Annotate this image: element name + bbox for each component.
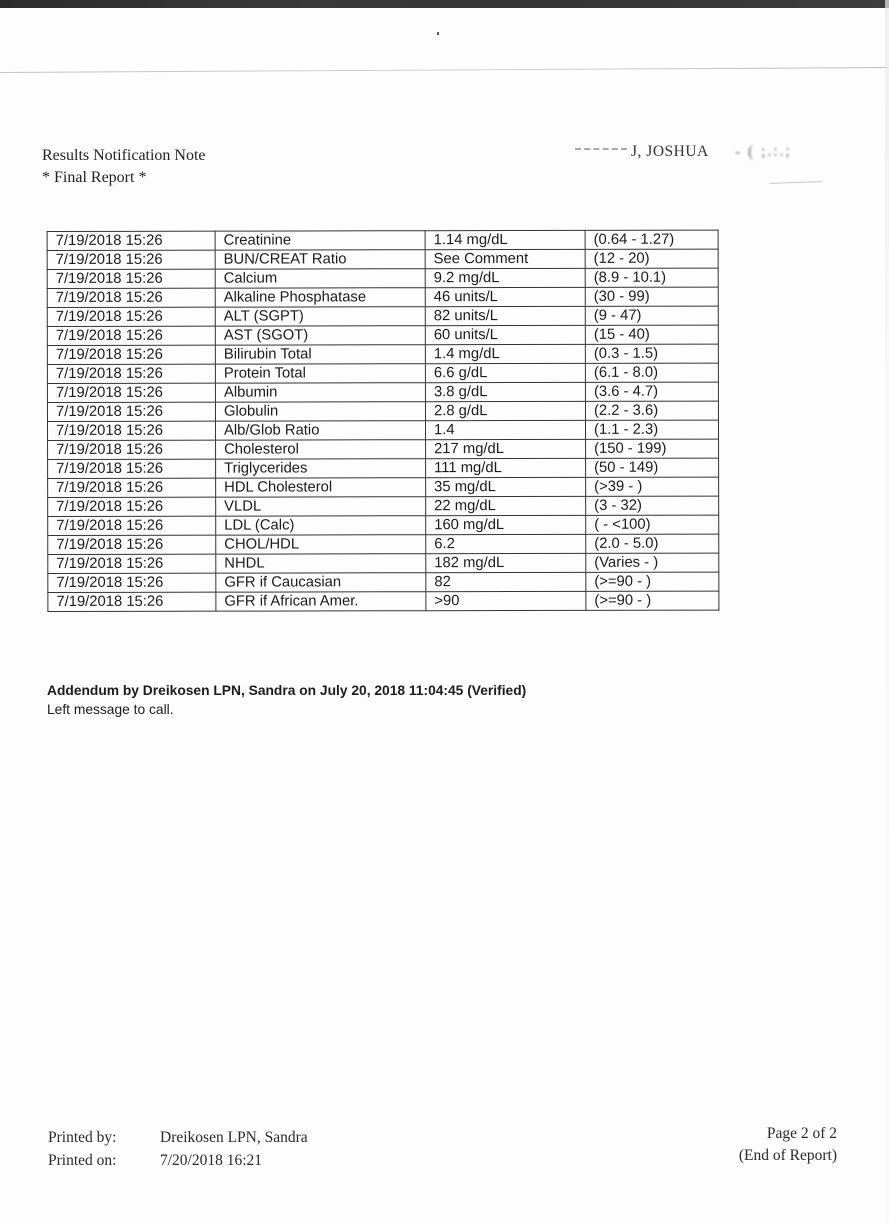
result-test-cell: GFR if Caucasian xyxy=(216,573,426,592)
result-row xyxy=(48,496,719,516)
result-test-cell: GFR if African Amer. xyxy=(216,592,426,611)
result-row xyxy=(48,515,719,535)
printed-by-value: Dreikosen LPN, Sandra xyxy=(160,1129,308,1146)
result-value-cell: See Comment xyxy=(425,249,585,268)
result-value-cell: 160 mg/dL xyxy=(426,515,586,534)
result-datetime-cell: 7/19/2018 15:26 xyxy=(48,554,216,573)
result-test-cell: Alb/Glob Ratio xyxy=(215,421,425,440)
result-row xyxy=(47,249,718,269)
result-value-cell: 82 xyxy=(426,572,586,591)
result-datetime-cell: 7/19/2018 15:26 xyxy=(48,459,216,478)
addendum-heading: Addendum by Dreikosen LPN, Sandra on July 20, 2018 11:04:45 (Verified) xyxy=(47,683,527,698)
patient-id-scribble: - ( ;.:.; xyxy=(734,142,792,161)
patient-identity xyxy=(575,143,791,161)
result-test-cell: LDL (Calc) xyxy=(216,516,426,535)
result-test-cell: Globulin xyxy=(215,402,425,421)
scanner-edge-band xyxy=(0,0,889,8)
result-test-cell: HDL Cholesterol xyxy=(216,478,426,497)
result-datetime-cell: 7/19/2018 15:26 xyxy=(48,478,216,497)
result-range-cell: (9 - 47) xyxy=(585,306,718,325)
patient-name: J, JOSHUA xyxy=(631,143,709,160)
result-value-cell: 35 mg/dL xyxy=(426,477,586,496)
faint-scan-mark xyxy=(770,181,822,184)
printed-on-label: Printed on: xyxy=(48,1152,117,1169)
result-datetime-cell: 7/19/2018 15:26 xyxy=(48,592,216,611)
result-value-cell: 6.6 g/dL xyxy=(425,363,585,382)
result-row xyxy=(48,420,719,440)
result-test-cell: Bilirubin Total xyxy=(215,345,425,364)
redaction-strike xyxy=(575,148,627,157)
result-row xyxy=(47,268,718,288)
printed-on-value: 7/20/2018 16:21 xyxy=(160,1152,263,1169)
end-of-report: (End of Report) xyxy=(738,1147,837,1164)
result-range-cell: (15 - 40) xyxy=(585,325,718,344)
result-value-cell: 1.4 xyxy=(425,420,585,439)
result-datetime-cell: 7/19/2018 15:26 xyxy=(48,421,216,440)
result-range-cell: (0.3 - 1.5) xyxy=(585,344,718,363)
result-row xyxy=(47,325,718,345)
results-table-body xyxy=(47,230,719,611)
result-row xyxy=(48,553,719,573)
scan-speck xyxy=(437,32,439,35)
result-test-cell: CHOL/HDL xyxy=(216,535,426,554)
result-datetime-cell: 7/19/2018 15:26 xyxy=(47,345,215,364)
result-datetime-cell: 7/19/2018 15:26 xyxy=(47,326,215,345)
result-row xyxy=(47,382,718,402)
result-datetime-cell: 7/19/2018 15:26 xyxy=(47,402,215,421)
results-table xyxy=(47,230,720,612)
result-datetime-cell: 7/19/2018 15:26 xyxy=(47,383,215,402)
result-value-cell: 6.2 xyxy=(426,534,586,553)
result-range-cell: (2.2 - 3.6) xyxy=(585,401,718,420)
addendum-note xyxy=(47,681,526,719)
result-value-cell: >90 xyxy=(426,591,586,610)
result-datetime-cell: 7/19/2018 15:26 xyxy=(47,269,215,288)
result-datetime-cell: 7/19/2018 15:26 xyxy=(48,497,216,516)
result-test-cell: VLDL xyxy=(216,497,426,516)
result-value-cell: 9.2 mg/dL xyxy=(425,268,585,287)
report-subtitle: * Final Report * xyxy=(42,169,147,186)
result-test-cell: Albumin xyxy=(215,383,425,402)
result-value-cell: 1.4 mg/dL xyxy=(425,344,585,363)
result-value-cell: 82 units/L xyxy=(425,306,585,325)
result-row xyxy=(47,230,718,250)
result-range-cell: (12 - 20) xyxy=(585,249,718,268)
result-value-cell: 60 units/L xyxy=(425,325,585,344)
result-row xyxy=(48,477,719,497)
result-datetime-cell: 7/19/2018 15:26 xyxy=(47,250,215,269)
result-range-cell: (>=90 - ) xyxy=(586,591,719,610)
result-value-cell: 2.8 g/dL xyxy=(425,401,585,420)
result-row xyxy=(48,534,719,554)
result-test-cell: Cholesterol xyxy=(216,440,426,459)
scan-edge-shadow xyxy=(885,0,889,1223)
result-test-cell: Calcium xyxy=(215,269,425,288)
result-test-cell: ALT (SGPT) xyxy=(215,307,425,326)
result-range-cell: ( - <100) xyxy=(586,515,719,534)
printed-by-label: Printed by: xyxy=(48,1129,117,1146)
result-value-cell: 111 mg/dL xyxy=(426,458,586,477)
result-range-cell: (30 - 99) xyxy=(585,287,718,306)
result-value-cell: 182 mg/dL xyxy=(426,553,586,572)
result-range-cell: (0.64 - 1.27) xyxy=(585,230,718,249)
result-test-cell: Triglycerides xyxy=(216,459,426,478)
result-value-cell: 46 units/L xyxy=(425,287,585,306)
result-range-cell: (150 - 199) xyxy=(586,439,719,458)
page-info xyxy=(739,1123,837,1167)
result-row xyxy=(48,458,719,478)
result-datetime-cell: 7/19/2018 15:26 xyxy=(48,535,216,554)
result-range-cell: (3 - 32) xyxy=(586,496,719,515)
result-range-cell: (Varies - ) xyxy=(586,553,719,572)
result-range-cell: (2.0 - 5.0) xyxy=(586,534,719,553)
result-row xyxy=(48,439,719,459)
result-value-cell: 22 mg/dL xyxy=(426,496,586,515)
result-datetime-cell: 7/19/2018 15:26 xyxy=(48,573,216,592)
report-title: Results Notification Note xyxy=(42,147,206,164)
result-range-cell: (6.1 - 8.0) xyxy=(585,363,718,382)
print-info xyxy=(48,1126,308,1172)
result-row xyxy=(47,401,718,421)
result-test-cell: Protein Total xyxy=(215,364,425,383)
result-test-cell: AST (SGOT) xyxy=(215,326,425,345)
result-row xyxy=(47,306,718,326)
result-datetime-cell: 7/19/2018 15:26 xyxy=(47,364,215,383)
page-number: Page 2 of 2 xyxy=(766,1125,837,1142)
result-datetime-cell: 7/19/2018 15:26 xyxy=(48,440,216,459)
result-datetime-cell: 7/19/2018 15:26 xyxy=(47,231,215,250)
addendum-body: Left message to call. xyxy=(47,702,174,717)
result-test-cell: Creatinine xyxy=(215,231,425,250)
result-value-cell: 1.14 mg/dL xyxy=(425,230,585,249)
paper-fold-line xyxy=(0,67,889,73)
result-value-cell: 3.8 g/dL xyxy=(425,382,585,401)
result-range-cell: (>39 - ) xyxy=(586,477,719,496)
result-range-cell: (8.9 - 10.1) xyxy=(585,268,718,287)
result-test-cell: Alkaline Phosphatase xyxy=(215,288,425,307)
result-range-cell: (3.6 - 4.7) xyxy=(585,382,718,401)
result-test-cell: BUN/CREAT Ratio xyxy=(215,250,425,269)
report-header xyxy=(42,145,206,189)
result-range-cell: (50 - 149) xyxy=(586,458,719,477)
result-row xyxy=(48,572,719,592)
result-row xyxy=(47,287,718,307)
result-test-cell: NHDL xyxy=(216,554,426,573)
result-datetime-cell: 7/19/2018 15:26 xyxy=(48,516,216,535)
result-row xyxy=(47,344,718,364)
result-datetime-cell: 7/19/2018 15:26 xyxy=(47,288,215,307)
result-range-cell: (>=90 - ) xyxy=(586,572,719,591)
result-range-cell: (1.1 - 2.3) xyxy=(585,420,718,439)
result-datetime-cell: 7/19/2018 15:26 xyxy=(47,307,215,326)
result-value-cell: 217 mg/dL xyxy=(426,439,586,458)
result-row xyxy=(47,363,718,383)
result-row xyxy=(48,591,719,611)
